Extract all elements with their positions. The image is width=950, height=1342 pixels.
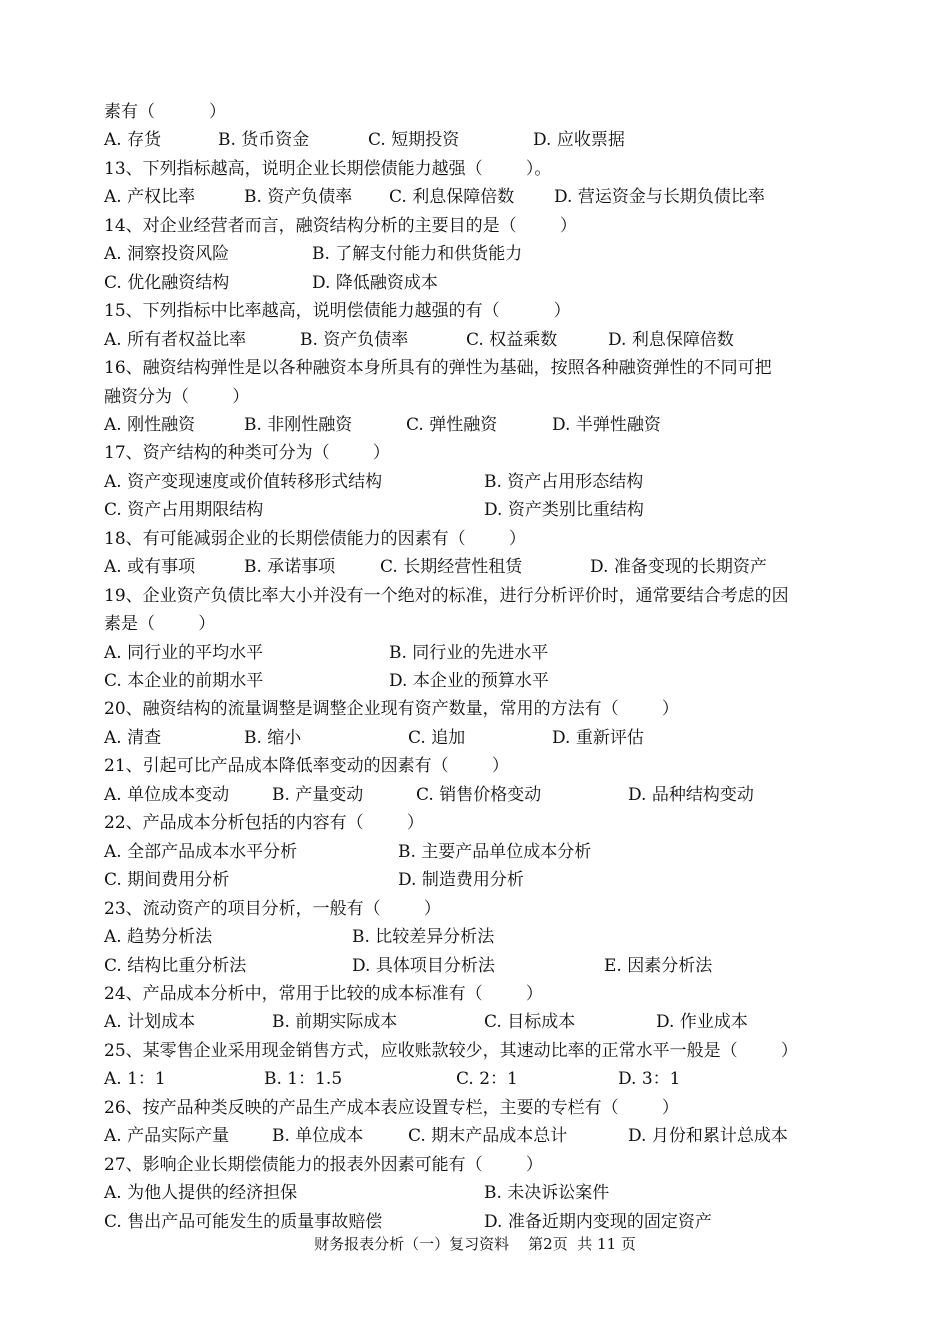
answer-option: D. 品种结构变动 [628, 784, 754, 805]
question-text: 素有（ ） [104, 102, 227, 122]
answer-option: C. 目标成本 [484, 1012, 576, 1033]
question-text: 17、资产结构的种类可分为（ ） [104, 443, 390, 464]
option-row [104, 1122, 864, 1150]
answer-option: B. 比较差异分析法 [352, 927, 495, 948]
answer-option: C. 售出产品可能发生的质量事故赔偿 [104, 1211, 383, 1232]
question-text: 融资分为（ ） [104, 386, 250, 407]
question-text: 15、下列指标中比率越高，说明偿债能力越强的有（ ） [104, 301, 571, 322]
answer-option: B. 单位成本 [272, 1126, 364, 1147]
question-text: 23、流动资产的项目分析，一般有（ ） [104, 898, 441, 919]
answer-option: A. 为他人提供的经济担保 [104, 1183, 298, 1204]
option-row [104, 411, 864, 439]
answer-option: B. 同行业的先进水平 [389, 642, 549, 663]
question-text: 素是（ ） [104, 614, 216, 635]
page-footer: 财务报表分析（一）复习资料 第2页 共 11 页 [314, 1235, 636, 1253]
answer-option: C. 期末产品成本总计 [408, 1126, 568, 1147]
option-row [104, 667, 864, 695]
question-text: 25、某零售企业采用现金销售方式，应收账款较少，其速动比率的正常水平一般是（ ） [104, 1040, 798, 1061]
answer-option: B. 货币资金 [218, 130, 310, 151]
question-text: 13、下列指标越高，说明企业长期偿债能力越强（ ）。 [104, 158, 552, 179]
answer-option: D. 营运资金与长期负债比率 [554, 187, 765, 208]
answer-option: D. 准备变现的长期资产 [590, 557, 767, 578]
question-text: 22、产品成本分析包括的内容有（ ） [104, 813, 424, 834]
option-row [104, 496, 864, 524]
answer-option: D. 应收票据 [533, 130, 625, 151]
answer-option: B. 前期实际成本 [272, 1012, 398, 1033]
answer-option: B. 主要产品单位成本分析 [398, 841, 592, 862]
answer-option: B. 非刚性融资 [244, 414, 353, 435]
answer-option: C. 利息保障倍数 [389, 187, 515, 208]
answer-option: B. 了解支付能力和供货能力 [312, 244, 523, 265]
answer-option: C. 弹性融资 [406, 414, 498, 435]
option-row [104, 468, 864, 496]
question-text: 21、引起可比产品成本降低率变动的因素有（ ） [104, 756, 509, 777]
answer-option: A. 全部产品成本水平分析 [104, 841, 298, 862]
option-row [104, 1179, 864, 1207]
answer-option: A. 同行业的平均水平 [104, 642, 264, 663]
option-row [104, 639, 864, 667]
option-row [104, 240, 864, 268]
option-row [104, 923, 864, 951]
answer-option: B. 未决诉讼案件 [484, 1183, 610, 1204]
answer-option: D. 月份和累计总成本 [628, 1126, 788, 1147]
answer-option: E. 因素分析法 [604, 955, 713, 976]
question-text: 19、企业资产负债比率大小并没有一个绝对的标准，进行分析评价时，通常要结合考虑的因 [104, 585, 789, 606]
answer-option: C. 追加 [408, 727, 466, 748]
option-row [104, 269, 864, 297]
option-row [104, 724, 864, 752]
answer-option: C. 长期经营性租赁 [380, 557, 523, 578]
option-row [104, 553, 864, 581]
answer-option: B. 资产负债率 [244, 187, 353, 208]
answer-option: A. 所有者权益比率 [104, 329, 247, 350]
answer-option: D. 利息保障倍数 [608, 329, 734, 350]
answer-option: C. 2：1 [456, 1069, 518, 1090]
option-row [104, 1008, 864, 1036]
answer-option: D. 本企业的预算水平 [389, 671, 549, 691]
answer-option: A. 刚性融资 [104, 414, 196, 435]
option-row [104, 781, 864, 809]
question-text: 27、影响企业长期偿债能力的报表外因素可能有（ ） [104, 1154, 543, 1175]
answer-option: A. 清查 [104, 727, 162, 748]
answer-option: C. 权益乘数 [466, 329, 558, 350]
option-row [104, 1065, 864, 1093]
answer-option: D. 作业成本 [656, 1012, 748, 1033]
answer-option: B. 资产负债率 [300, 329, 409, 350]
answer-option: C. 优化融资结构 [104, 272, 230, 293]
answer-option: C. 本企业的前期水平 [104, 671, 264, 691]
answer-option: D. 半弹性融资 [552, 414, 661, 435]
answer-option: A. 产品实际产量 [104, 1126, 230, 1147]
answer-option: A. 计划成本 [104, 1012, 196, 1033]
answer-option: A. 单位成本变动 [104, 784, 230, 805]
answer-option: A. 资产变现速度或价值转移形式结构 [104, 471, 383, 492]
answer-option: A. 或有事项 [104, 557, 196, 578]
question-text: 16、融资结构弹性是以各种融资本身所具有的弹性为基础，按照各种融资弹性的不同可把 [104, 358, 772, 379]
answer-option: B. 缩小 [244, 727, 302, 748]
answer-option: A. 存货 [104, 130, 162, 151]
answer-option: D. 资产类别比重结构 [484, 500, 644, 521]
option-row [104, 866, 864, 894]
answer-option: A. 洞察投资风险 [104, 244, 230, 265]
answer-option: C. 销售价格变动 [416, 784, 542, 805]
option-row [104, 1208, 864, 1236]
answer-option: B. 承诺事项 [244, 557, 336, 578]
option-row [104, 183, 864, 211]
answer-option: C. 短期投资 [368, 130, 460, 151]
question-text: 18、有可能减弱企业的长期偿债能力的因素有（ ） [104, 528, 526, 549]
option-row [104, 952, 864, 980]
answer-option: D. 具体项目分析法 [352, 955, 495, 976]
option-row [104, 126, 864, 154]
answer-option: A. 趋势分析法 [104, 927, 213, 948]
answer-option: C. 结构比重分析法 [104, 955, 247, 976]
option-row [104, 326, 864, 354]
answer-option: D. 重新评估 [552, 727, 644, 748]
answer-option: C. 期间费用分析 [104, 870, 230, 891]
answer-option: D. 降低融资成本 [312, 272, 438, 293]
question-text: 26、按产品种类反映的产品生产成本表应设置专栏，主要的专栏有（ ） [104, 1097, 679, 1118]
answer-option: A. 1：1 [104, 1069, 166, 1090]
answer-option: B. 1：1.5 [264, 1069, 343, 1090]
answer-option: D. 制造费用分析 [398, 870, 524, 891]
answer-option: C. 资产占用期限结构 [104, 500, 264, 521]
answer-option: B. 产量变动 [272, 784, 364, 805]
option-row [104, 838, 864, 866]
answer-option: B. 资产占用形态结构 [484, 471, 644, 492]
question-text: 20、融资结构的流量调整是调整企业现有资产数量，常用的方法有（ ） [104, 699, 679, 720]
answer-option: D. 3：1 [618, 1069, 681, 1090]
question-text: 14、对企业经营者而言，融资结构分析的主要目的是（ ） [104, 215, 577, 236]
answer-option: A. 产权比率 [104, 187, 196, 208]
answer-option: D. 准备近期内变现的固定资产 [484, 1211, 712, 1232]
question-text: 24、产品成本分析中，常用于比较的成本标准有（ ） [104, 983, 543, 1004]
